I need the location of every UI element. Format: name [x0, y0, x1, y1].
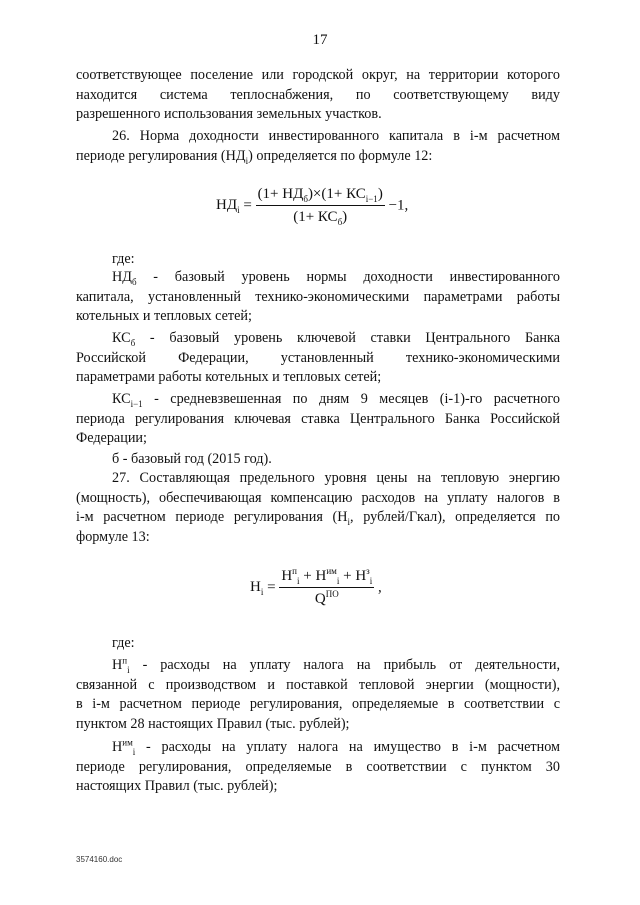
clause-26: [76, 127, 560, 166]
formula-13-fraction: $\frac{Н^п_i + Н^{им}_i + Н^з_i}{Q^{ПО}}$: [281, 566, 373, 607]
page-number: 17: [312, 32, 328, 48]
formula-13: $Н_i$ = $\frac{Н^п_i + Н^{им}_i + Н^з_i}{Q^{ПО}}$ ,: [250, 566, 382, 607]
where-label-2: где:: [112, 635, 135, 651]
definition-ks-i-1: [76, 390, 560, 449]
text-line: Федерации;: [76, 430, 147, 447]
text-line: находится система теплоснабжения, по соответствующему виду: [76, 86, 560, 103]
text-line: Российской Федерации, установленный технико-экономическими: [76, 349, 560, 366]
paragraph-continuation: [76, 66, 560, 125]
text-line: связанной с производством и поставкой тепловой энергии (мощности),: [76, 676, 560, 693]
text-line: соответствующее поселение или городской округ, на территории которого: [76, 67, 560, 83]
definition-base-year: б - базовый год (2015 год).: [112, 451, 272, 467]
text-line: периоде регулирования, определяемые в соответствии с пунктом 30: [76, 758, 560, 775]
clause-27: [76, 469, 560, 547]
footer-filename: 3574160.doc: [76, 855, 123, 864]
text-line: в i-м расчетном периоде регулирования, определяемые в соответствии с: [76, 696, 560, 713]
definition-n-property: [76, 738, 560, 797]
text-line: параметрами работы котельных и тепловых сетей;: [76, 369, 382, 386]
text-line: капитала, установленный технико-экономическими параметрами работы: [76, 288, 560, 305]
text-line: формуле 13:: [76, 528, 150, 545]
text-line: 26. Норма доходности инвестированного капитала в i-м расчетном: [112, 128, 560, 144]
text-line: $НД_б$ - базовый уровень нормы доходности инвестированного: [112, 269, 560, 287]
text-line: (мощность), обеспечивающая компенсацию расходов на уплату налогов в: [76, 489, 560, 506]
where-label-1: где:: [112, 251, 135, 267]
definition-nd-b: [76, 268, 560, 327]
text-line: разрешенного использования земельных участков.: [76, 106, 382, 123]
symbol-nd-i: $НД_i$: [225, 147, 249, 166]
text-line: $КС_{i-1}$ - средневзвешенная по дням 9 месяцев (i-1)-го расчетного: [112, 391, 560, 409]
text-line: периода регулирования ключевая ставка Центрального Банка Российской: [76, 410, 560, 427]
formula-12-fraction: $\frac{(1+ НД_б)\times(1+ КС_{i-1})}{(1+ КС_б)}$: [257, 186, 383, 227]
text-line: периоде регулирования $(НД_i)$ определяется по формуле 12:: [76, 147, 433, 166]
text-line: котельных и тепловых сетей;: [76, 308, 252, 325]
text-line: пунктом 28 настоящих Правил (тыс. рублей);: [76, 715, 350, 732]
text-line: $КС_б$ - базовый уровень ключевой ставки Центрального Банка: [112, 330, 560, 348]
symbol-n-i: $Н_i$: [337, 509, 351, 528]
text-line: $Н^п_i$ - расходы на уплату налога на прибыль от деятельности,: [112, 655, 560, 675]
formula-12: $НД_i$ = $\frac{(1+ НД_б)\times(1+ КС_{i-1})}{(1+ КС_б)}$ −1,: [216, 186, 409, 227]
definition-ks-b: [76, 329, 560, 388]
text-line: 27. Составляющая предельного уровня цены на тепловую энергию: [112, 470, 560, 486]
definition-n-profit: [76, 656, 560, 734]
text-line: настоящих Правил (тыс. рублей);: [76, 778, 278, 795]
text-line: i-м расчетном периоде регулирования ($Н_i$, рублей/Гкал), определяется по: [76, 509, 561, 528]
text-line: $Н^{им}_i$ - расходы на уплату налога на имущество в i-м расчетном: [112, 737, 560, 757]
